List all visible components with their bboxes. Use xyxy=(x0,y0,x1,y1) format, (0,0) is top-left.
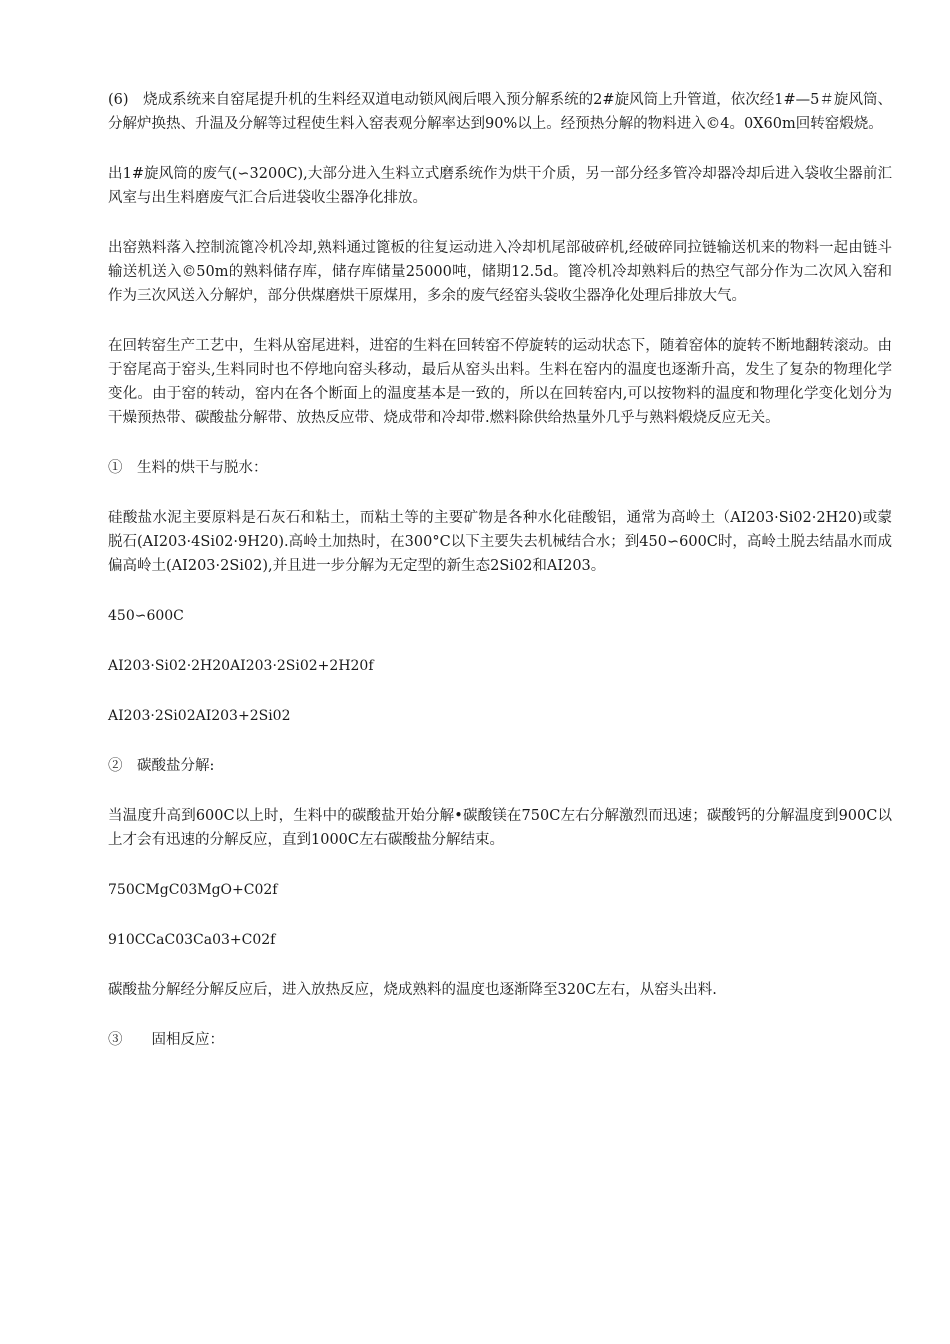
document-body xyxy=(108,88,892,1078)
formula-kaolin-dehydration: AI203·Si02·2H20AI203·2Si02+2H20f xyxy=(108,658,374,674)
paragraph-firing-system: (6) 烧成系统来自窑尾提升机的生料经双道电动锁风阀后喂入预分解系统的2#旋风筒上升管道，依次经1#—5＃旋风筒、分解炉换热、升温及分解等过程使生料入窑表观分解率达到90%以上。经预热分解的物料进入©4。0X60m回转窑煅烧。 xyxy=(108,92,892,132)
formula-temperature-range: 450∽600C xyxy=(108,608,184,624)
formula-magnesium-carbonate: 750CMgC03MgO+C02f xyxy=(108,882,278,898)
formula-metakaolin-decomposition: AI203·2Si02AI203+2Si02 xyxy=(108,708,291,724)
paragraph-clinker-cooling: 出窑熟料落入控制流篦冷机冷却,熟料通过篦板的往复运动进入冷却机尾部破碎机,经破碎同拉链输送机来的物料一起由链斗输送机送入©50m的熟料储存库，储存库储量25000吨，储期12.5d。篦冷机冷却熟料后的热空气部分作为二次风入窑和作为三次风送入分解炉，部分供煤磨烘干原煤用，多余的废气经窑头袋收尘器净化处理后排放大气。 xyxy=(108,240,892,304)
paragraph-rotary-kiln-process: 在回转窑生产工艺中，生料从窑尾进料，进窑的生料在回转窑不停旋转的运动状态下，随着窑体的旋转不断地翻转滚动。由于窑尾高于窑头,生料同时也不停地向窑头移动，最后从窑头出料。生料在窑内的温度也逐渐升高，发生了复杂的物理化学变化。由于窑的转动，窑内在各个断面上的温度基本是一致的，所以在回转窑内,可以按物料的温度和物理化学变化划分为干燥预热带、碳酸盐分解带、放热反应带、烧成带和冷却带.燃料除供给热量外几乎与熟料煅烧反应无关。 xyxy=(108,338,892,426)
paragraph-kaolin: 硅酸盐水泥主要原料是石灰石和粘土，而粘土等的主要矿物是各种水化硅酸铝，通常为高岭土（AI203·Si02·2H20)或蒙脱石(AI203·4Si02·9H20).高岭土加热时，在300°C以下主要失去机械结合水；到450∽600C时，高岭土脱去结晶水而成偏高岭土(AI203·2Si02),并且进一步分解为无定型的新生态2Si02和AI203。 xyxy=(108,510,892,574)
paragraph-carbonate: 当温度升高到600C以上时，生料中的碳酸盐开始分解•碳酸镁在750C左右分解激烈而迅速；碳酸钙的分解温度到900C以上才会有迅速的分解反应，直到1000C左右碳酸盐分解结束。 xyxy=(108,808,892,848)
heading-drying-dehydration: ① 生料的烘干与脱水： xyxy=(108,460,268,476)
formula-calcium-carbonate: 910CCaC03Ca03+C02f xyxy=(108,932,276,948)
paragraph-exothermic: 碳酸盐分解经分解反应后，进入放热反应，烧成熟料的温度也逐渐降至320C左右，从窑头出料. xyxy=(108,982,717,998)
heading-solid-phase-reaction: ③ 固相反应： xyxy=(108,1032,224,1048)
heading-carbonate-decomposition: ② 碳酸盐分解: xyxy=(108,758,215,774)
paragraph-exhaust-gas: 出1#旋风筒的废气(∽3200C),大部分进入生料立式磨系统作为烘干介质，另一部分经多管冷却器冷却后进入袋收尘器前汇风室与出生料磨废气汇合后进袋收尘器净化排放。 xyxy=(108,166,892,206)
